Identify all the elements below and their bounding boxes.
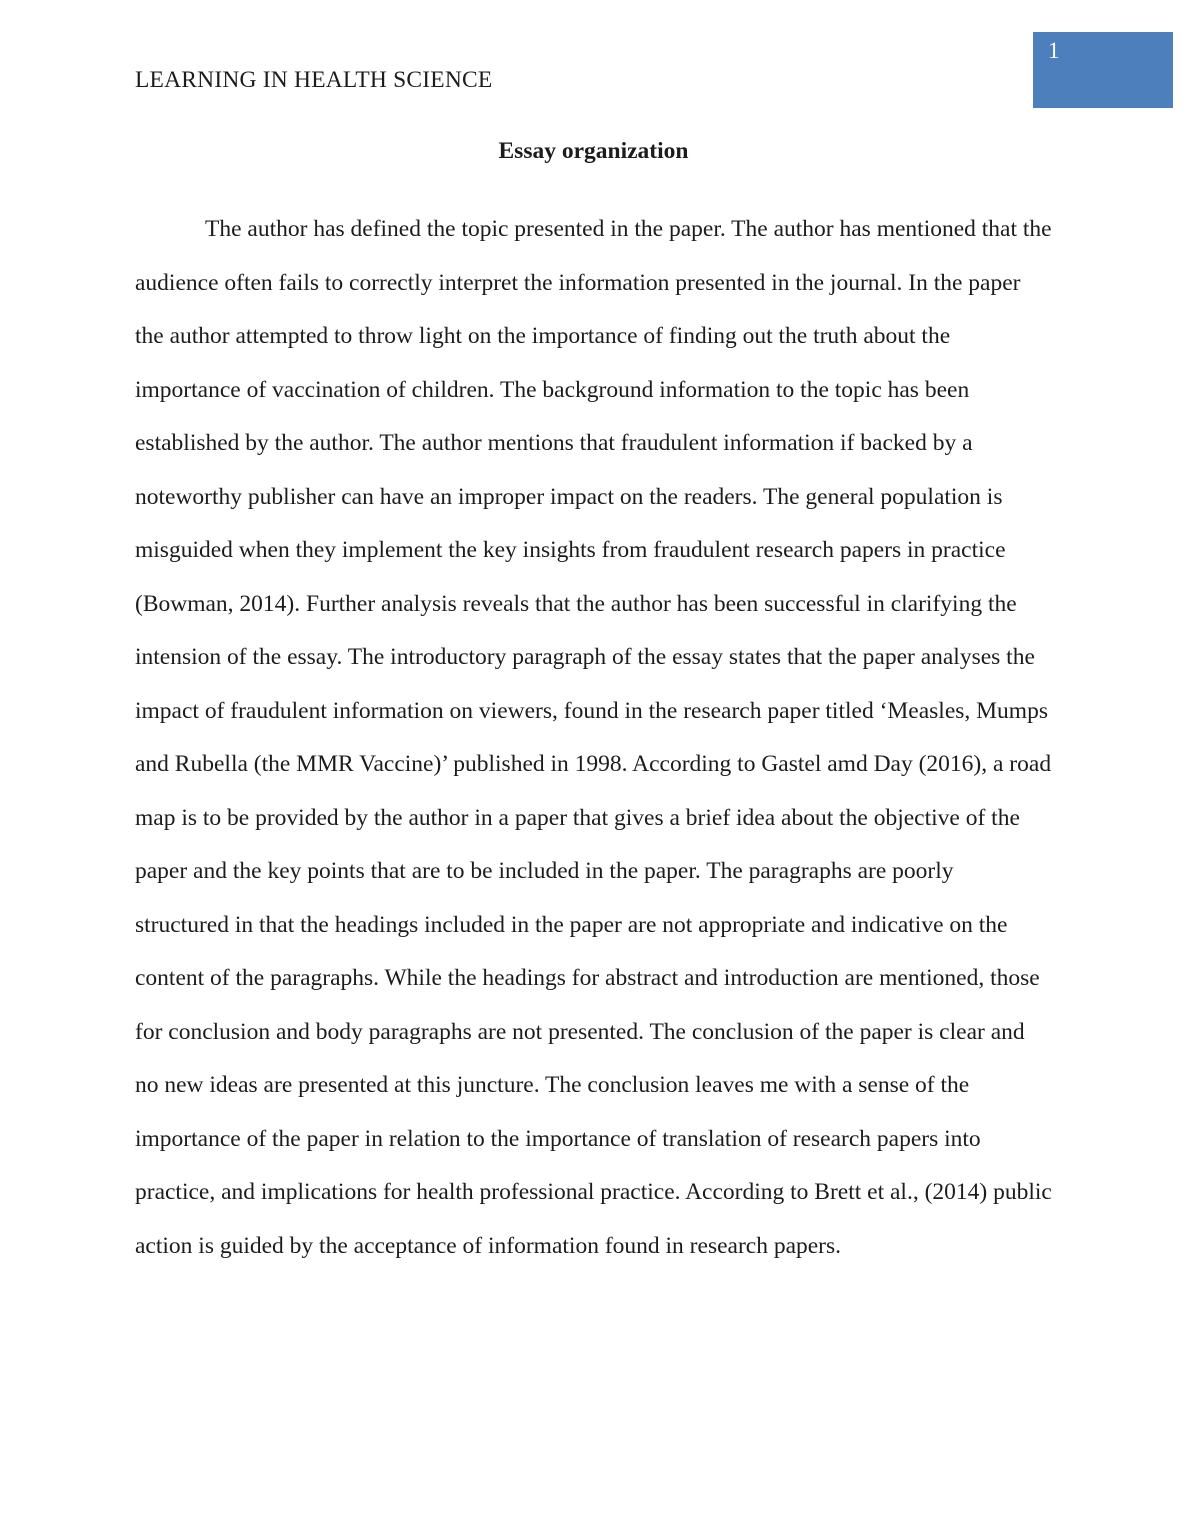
essay-title: Essay organization [498, 138, 689, 164]
page-number: 1 [1048, 38, 1060, 63]
essay-body-paragraph: The author has defined the topic presented in the paper. The author has mentioned that the audience often fails to correctly interpret the information presented in the journal. In the paper the author attempted to throw light on the importance of finding out the truth about the importance of vaccination of children. The background information to the topic has been established by the author. The author mentions that fraudulent information if backed by a noteworthy publisher can have an improper impact on the readers. The general population is misguided when they implement the key insights from fraudulent research papers in practice (Bowman, 2014). Further analysis reveals that the author has been successful in clarifying the intension of the essay. The introductory paragraph of the essay states that the paper analyses the impact of fraudulent information on viewers, found in the research paper titled ‘Measles, Mumps and Rubella (the MMR Vaccine)’ published in 1998. According to Gastel amd Day (2016), a road map is to be provided by the author in a paper that gives a brief idea about the objective of the paper and the key points that are to be included in the paper. The paragraphs are poorly structured in that the headings included in the paper are not appropriate and indicative on the content of the paragraphs. While the headings for abstract and introduction are mentioned, those for conclusion and body paragraphs are not presented. The conclusion of the paper is clear and no new ideas are presented at this juncture. The conclusion leaves me with a sense of the importance of the paper in relation to the importance of translation of research papers into practice, and implications for health professional practice. According to Brett et al., (2014) public action is guided by the acceptance of information found in research papers. [135, 216, 1052, 1259]
running-head: LEARNING IN HEALTH SCIENCE [135, 67, 493, 93]
page-number-box [1033, 32, 1173, 108]
